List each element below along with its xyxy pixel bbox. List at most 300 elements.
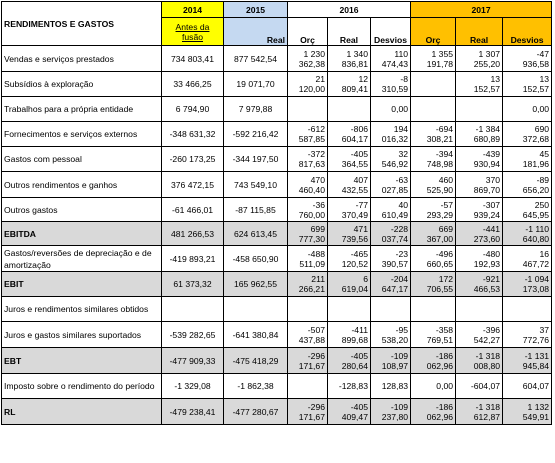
cell-c5: [456, 122, 503, 147]
cell-line-1: -186: [435, 401, 454, 412]
row-label: Trabalhos para a própria entidade: [2, 97, 162, 122]
cell-c6: [503, 147, 552, 172]
cell-c5: [456, 297, 503, 322]
row-label: EBT: [2, 348, 162, 374]
table-body: [2, 46, 552, 425]
cell-c1: [288, 246, 328, 272]
cell-c4: [411, 272, 456, 297]
cell-v2014: [162, 297, 224, 322]
cell-line-2: 760,00: [298, 209, 325, 220]
cell-line-2: 370,49: [341, 209, 368, 220]
cell-line-1: 690: [534, 124, 550, 134]
sub-2016-real: Real: [328, 18, 371, 46]
cell-line-2: 027,85: [381, 184, 409, 195]
cell-c4: [411, 322, 456, 348]
cell-c2: [328, 122, 371, 147]
cell-line-2: 817,63: [298, 159, 325, 169]
cell-c4: [411, 297, 456, 322]
cell-v2014: -1 329,08: [162, 374, 224, 399]
cell-line-2: 037,74: [381, 233, 409, 244]
cell-v2014: -479 238,41: [162, 399, 224, 425]
cell-line-2: 372,68: [522, 134, 550, 144]
sub-2016-desvios: Desvios: [371, 18, 411, 46]
cell-c3: [371, 122, 411, 147]
cell-line-1: -204: [390, 274, 409, 284]
cell-c3: [371, 72, 411, 97]
cell-line-2: 612,87: [473, 411, 501, 422]
cell-line-2: 191,78: [426, 58, 454, 69]
cell-c3: [371, 399, 411, 425]
cell-v2015: -477 280,67: [224, 399, 288, 425]
cell-line-2: 062,96: [426, 360, 454, 371]
cell-v2014: -260 173,25: [162, 147, 224, 172]
cell-v2014: 61 373,32: [162, 272, 224, 297]
cell-line-1: 0,00: [436, 381, 454, 391]
cell-line-1: -405: [350, 401, 368, 412]
cell-line-1: 13: [539, 74, 550, 84]
sub-2017-orc: Orç: [411, 18, 456, 46]
cell-line-2: 293,29: [426, 209, 454, 220]
table-row: [2, 198, 552, 222]
year-header-row: [2, 2, 552, 18]
cell-v2015: -641 380,84: [224, 322, 288, 348]
cell-line-2: 640,80: [522, 233, 550, 244]
table-row: [2, 399, 552, 425]
cell-v2014: -348 631,32: [162, 122, 224, 147]
cell-line-1: -411: [351, 324, 368, 335]
cell-v2014: -477 909,33: [162, 348, 224, 374]
cell-line-1: -128,83: [338, 381, 368, 391]
cell-line-1: -394: [435, 149, 454, 159]
cell-c5: [456, 246, 503, 272]
cell-c4: [411, 374, 456, 399]
cell-line-1: -307: [482, 199, 501, 210]
cell-v2015: [224, 297, 288, 322]
cell-line-2: 739,56: [341, 233, 368, 244]
cell-v2015: 743 549,10: [224, 172, 288, 198]
cell-line-1: -36: [312, 199, 325, 210]
cell-v2015: 7 979,88: [224, 97, 288, 122]
cell-line-2: 367,00: [426, 233, 454, 244]
cell-v2015: -1 862,38: [224, 374, 288, 399]
cell-c4: [411, 97, 456, 122]
table-row: [2, 297, 552, 322]
cell-line-2: 525,90: [426, 184, 454, 195]
cell-line-2: 538,20: [381, 334, 409, 345]
cell-c6: [503, 222, 552, 246]
cell-line-1: -1 110: [525, 223, 550, 234]
cell-c3: [371, 272, 411, 297]
cell-line-1: -612: [307, 124, 325, 134]
cell-line-1: 0,00: [532, 104, 550, 114]
cell-line-1: -186: [435, 350, 454, 361]
cell-line-1: -1 318: [475, 350, 501, 361]
year-2017: 2017: [411, 2, 552, 18]
cell-line-1: 110: [394, 48, 409, 59]
cell-v2015: 877 542,54: [224, 46, 288, 72]
cell-v2015: 19 071,70: [224, 72, 288, 97]
table-row: [2, 72, 552, 97]
cell-line-2: 587,85: [298, 134, 325, 144]
cell-line-2: 619,04: [341, 284, 368, 294]
cell-v2015: -458 650,90: [224, 246, 288, 272]
cell-v2015: -475 418,29: [224, 348, 288, 374]
cell-line-1: 370: [485, 174, 501, 185]
table-row: [2, 348, 552, 374]
cell-line-1: 669: [438, 223, 454, 234]
cell-line-2: 769,51: [426, 334, 454, 345]
cell-c3: [371, 172, 411, 198]
cell-line-1: 37: [539, 324, 550, 335]
cell-line-2: 437,88: [298, 334, 325, 345]
table-row: [2, 374, 552, 399]
cell-c3: [371, 322, 411, 348]
cell-c2: [328, 348, 371, 374]
table-row: [2, 172, 552, 198]
cell-line-1: -480: [482, 248, 501, 259]
year-2016: 2016: [288, 2, 411, 18]
cell-line-1: -1 384: [475, 124, 501, 134]
row-label: Subsídios à exploração: [2, 72, 162, 97]
cell-line-2: 460,40: [298, 184, 325, 195]
cell-line-2: 171,67: [298, 360, 325, 371]
cell-c6: [503, 399, 552, 425]
table-row: [2, 122, 552, 147]
cell-line-2: 152,57: [473, 84, 501, 94]
table-row: [2, 46, 552, 72]
cell-line-1: -488: [307, 248, 325, 259]
cell-line-2: 772,76: [522, 334, 550, 345]
cell-c2: [328, 72, 371, 97]
cell-v2014: 376 472,15: [162, 172, 224, 198]
cell-c6: [503, 322, 552, 348]
cell-c1: [288, 198, 328, 222]
cell-line-2: 680,89: [473, 134, 501, 144]
cell-line-1: -439: [482, 149, 501, 159]
row-label: EBIT: [2, 272, 162, 297]
cell-c2: [328, 246, 371, 272]
cell-c1: [288, 297, 328, 322]
row-label: Gastos/reversões de depreciação e de amortização: [2, 246, 162, 272]
cell-c3: [371, 46, 411, 72]
cell-line-2: 364,55: [341, 159, 368, 169]
cell-c5: [456, 374, 503, 399]
cell-line-2: 899,68: [341, 334, 368, 345]
cell-line-1: -1 318: [475, 401, 501, 412]
cell-line-2: 173,08: [522, 284, 550, 294]
cell-line-2: 809,41: [341, 84, 368, 94]
cell-c6: [503, 122, 552, 147]
row-label: Juros e gastos similares suportados: [2, 322, 162, 348]
cell-line-1: -95: [395, 324, 409, 335]
cell-v2015: -344 197,50: [224, 147, 288, 172]
cell-c5: [456, 322, 503, 348]
cell-line-1: 699: [310, 223, 325, 234]
cell-c4: [411, 348, 456, 374]
cell-line-2: 008,80: [473, 360, 501, 371]
cell-line-2: 310,59: [381, 84, 409, 94]
cell-v2014: -61 466,01: [162, 198, 224, 222]
cell-c5: [456, 147, 503, 172]
cell-line-2: 432,55: [341, 184, 368, 195]
cell-c1: [288, 222, 328, 246]
cell-line-2: 237,80: [381, 411, 409, 422]
cell-line-2: 120,52: [341, 258, 368, 269]
cell-c4: [411, 122, 456, 147]
cell-line-1: 45: [539, 149, 550, 159]
cell-line-1: 1 132: [527, 401, 550, 412]
cell-line-1: 16: [539, 248, 550, 259]
cell-v2014: 481 266,53: [162, 222, 224, 246]
cell-c6: [503, 97, 552, 122]
cell-line-1: 6: [363, 274, 368, 284]
cell-line-2: 945,84: [522, 360, 550, 371]
cell-line-1: -405: [350, 149, 368, 159]
cell-line-2: 546,92: [381, 159, 409, 169]
cell-line-2: 152,57: [522, 84, 550, 94]
cell-c2: [328, 46, 371, 72]
cell-v2014: 33 466,25: [162, 72, 224, 97]
sub-2017-real: Real: [456, 18, 503, 46]
cell-c4: [411, 72, 456, 97]
row-label: Gastos com pessoal: [2, 147, 162, 172]
cell-v2015: -87 115,85: [224, 198, 288, 222]
cell-c2: [328, 399, 371, 425]
cell-line-2: 660,65: [426, 258, 454, 269]
cell-line-2: 390,57: [381, 258, 409, 269]
cell-c3: [371, 222, 411, 246]
cell-c6: [503, 246, 552, 272]
cell-line-1: -109: [390, 350, 409, 361]
row-label: Imposto sobre o rendimento do período: [2, 374, 162, 399]
cell-c2: [328, 322, 371, 348]
sub-2017-desvios: Desvios: [503, 18, 552, 46]
cell-line-2: 836,81: [341, 58, 368, 69]
cell-line-2: 604,17: [341, 134, 368, 144]
row-label: Fornecimentos e serviços externos: [2, 122, 162, 147]
cell-c2: [328, 97, 371, 122]
cell-c6: [503, 272, 552, 297]
cell-line-2: 467,72: [522, 258, 550, 269]
cell-line-1: -441: [482, 223, 501, 234]
year-2014: 2014: [162, 2, 224, 18]
cell-line-1: -507: [307, 324, 325, 335]
sub-2016-orc: Orç: [288, 18, 328, 46]
cell-c1: [288, 374, 328, 399]
cell-line-1: -358: [435, 324, 454, 335]
cell-line-1: -8: [400, 74, 409, 84]
cell-c1: [288, 147, 328, 172]
cell-c4: [411, 399, 456, 425]
cell-line-1: 0,00: [391, 104, 409, 114]
cell-v2014: 734 803,41: [162, 46, 224, 72]
cell-line-1: 194: [393, 124, 409, 134]
cell-line-2: 549,91: [522, 411, 550, 422]
cell-line-1: -47: [536, 48, 550, 59]
cell-c3: [371, 198, 411, 222]
cell-line-1: 460: [438, 174, 454, 185]
cell-v2015: 165 962,55: [224, 272, 288, 297]
cell-line-2: 409,47: [341, 411, 368, 422]
cell-line-1: 1 307: [478, 48, 501, 59]
cell-line-1: -63: [395, 174, 409, 185]
cell-c5: [456, 46, 503, 72]
cell-c6: [503, 374, 552, 399]
cell-line-2: 706,55: [426, 284, 454, 294]
cell-line-2: 171,67: [298, 411, 325, 422]
cell-c5: [456, 348, 503, 374]
table-row: [2, 322, 552, 348]
cell-line-2: 362,38: [298, 58, 325, 69]
cell-line-2: 542,27: [473, 334, 501, 345]
cell-line-2: 656,20: [522, 184, 550, 195]
cell-c6: [503, 297, 552, 322]
cell-line-1: -465: [350, 248, 368, 259]
row-label: Outros rendimentos e ganhos: [2, 172, 162, 198]
cell-line-2: 647,17: [381, 284, 409, 294]
cell-line-2: 936,58: [522, 58, 550, 69]
cell-line-2: 308,21: [426, 134, 454, 144]
cell-line-1: -89: [536, 174, 550, 185]
cell-line-2: 645,95: [522, 209, 550, 220]
cell-c6: [503, 72, 552, 97]
cell-line-2: 273,60: [473, 233, 501, 244]
cell-line-1: -296: [307, 401, 325, 412]
cell-c4: [411, 147, 456, 172]
cell-c5: [456, 399, 503, 425]
cell-c6: [503, 172, 552, 198]
cell-line-1: 407: [353, 174, 368, 185]
cell-v2015: -592 216,42: [224, 122, 288, 147]
table-row: [2, 246, 552, 272]
cell-c4: [411, 46, 456, 72]
cell-c1: [288, 322, 328, 348]
cell-c4: [411, 198, 456, 222]
cell-c6: [503, 198, 552, 222]
cell-line-1: -23: [395, 248, 409, 259]
cell-c1: [288, 97, 328, 122]
cell-line-2: 466,53: [473, 284, 501, 294]
cell-line-2: 266,21: [298, 284, 325, 294]
cell-c2: [328, 272, 371, 297]
sub-2014: Antes da fusão: [162, 18, 224, 46]
financial-table: [1, 1, 552, 425]
cell-c6: [503, 348, 552, 374]
cell-c2: [328, 172, 371, 198]
cell-c2: [328, 198, 371, 222]
cell-c5: [456, 72, 503, 97]
cell-c4: [411, 222, 456, 246]
cell-line-2: 192,93: [473, 258, 501, 269]
cell-line-1: 1 230: [303, 48, 325, 59]
cell-c2: [328, 222, 371, 246]
table-row: [2, 97, 552, 122]
cell-line-2: 777,30: [298, 233, 325, 244]
cell-c1: [288, 46, 328, 72]
cell-line-1: 13: [490, 74, 501, 84]
cell-line-1: -1 131: [524, 350, 550, 361]
cell-line-1: -228: [390, 223, 409, 234]
cell-c2: [328, 374, 371, 399]
cell-line-1: 32: [398, 149, 409, 159]
cell-c6: [503, 46, 552, 72]
cell-c3: [371, 147, 411, 172]
cell-line-1: 1 340: [346, 48, 368, 59]
cell-c3: [371, 348, 411, 374]
cell-line-1: -405: [350, 350, 368, 361]
cell-c3: [371, 246, 411, 272]
cell-line-1: -694: [435, 124, 454, 134]
cell-line-2: 016,32: [381, 134, 409, 144]
table-row: [2, 272, 552, 297]
cell-v2014: -539 282,65: [162, 322, 224, 348]
cell-line-2: 255,20: [473, 58, 501, 69]
cell-line-1: 470: [310, 174, 325, 185]
row-label: Outros gastos: [2, 198, 162, 222]
cell-line-1: -372: [307, 149, 325, 159]
cell-c2: [328, 297, 371, 322]
cell-line-1: -1 094: [524, 274, 550, 284]
cell-c5: [456, 198, 503, 222]
cell-line-2: 108,97: [381, 360, 409, 371]
row-label: Vendas e serviços prestados: [2, 46, 162, 72]
cell-line-1: 21: [315, 74, 325, 84]
cell-c3: [371, 374, 411, 399]
cell-line-2: 062,96: [426, 411, 454, 422]
row-label: Juros e rendimentos similares obtidos: [2, 297, 162, 322]
cell-line-2: 930,94: [473, 159, 501, 169]
cell-c4: [411, 246, 456, 272]
cell-line-2: 511,09: [299, 258, 325, 269]
cell-line-2: 748,98: [426, 159, 454, 169]
cell-c5: [456, 272, 503, 297]
cell-v2015: 624 613,45: [224, 222, 288, 246]
cell-line-1: -806: [350, 124, 368, 134]
cell-line-1: -109: [390, 401, 409, 412]
cell-line-2: 120,00: [298, 84, 325, 94]
cell-c1: [288, 172, 328, 198]
cell-line-1: 471: [353, 223, 368, 234]
cell-c1: [288, 399, 328, 425]
row-label: EBITDA: [2, 222, 162, 246]
cell-line-2: 939,24: [473, 209, 501, 220]
cell-line-1: 12: [358, 74, 368, 84]
cell-c3: [371, 97, 411, 122]
year-2015: 2015: [224, 2, 288, 18]
cell-line-2: 280,64: [341, 360, 368, 371]
sub-2015: Real: [224, 18, 288, 46]
cell-line-1: -296: [307, 350, 325, 361]
cell-line-1: -604,07: [470, 381, 501, 391]
cell-c4: [411, 172, 456, 198]
cell-line-1: -396: [482, 324, 501, 335]
cell-line-2: 869,70: [473, 184, 501, 195]
cell-line-1: -921: [482, 274, 501, 284]
cell-line-1: -57: [440, 199, 454, 210]
cell-c1: [288, 272, 328, 297]
row-label: RL: [2, 399, 162, 425]
cell-c3: [371, 297, 411, 322]
cell-c1: [288, 122, 328, 147]
table-row: [2, 222, 552, 246]
cell-c2: [328, 147, 371, 172]
cell-line-1: 172: [438, 274, 454, 284]
cell-line-2: 474,43: [381, 58, 409, 69]
cell-line-2: 181,96: [522, 159, 550, 169]
cell-line-1: 128,83: [381, 381, 409, 391]
cell-v2014: -419 893,21: [162, 246, 224, 272]
cell-v2014: 6 794,90: [162, 97, 224, 122]
